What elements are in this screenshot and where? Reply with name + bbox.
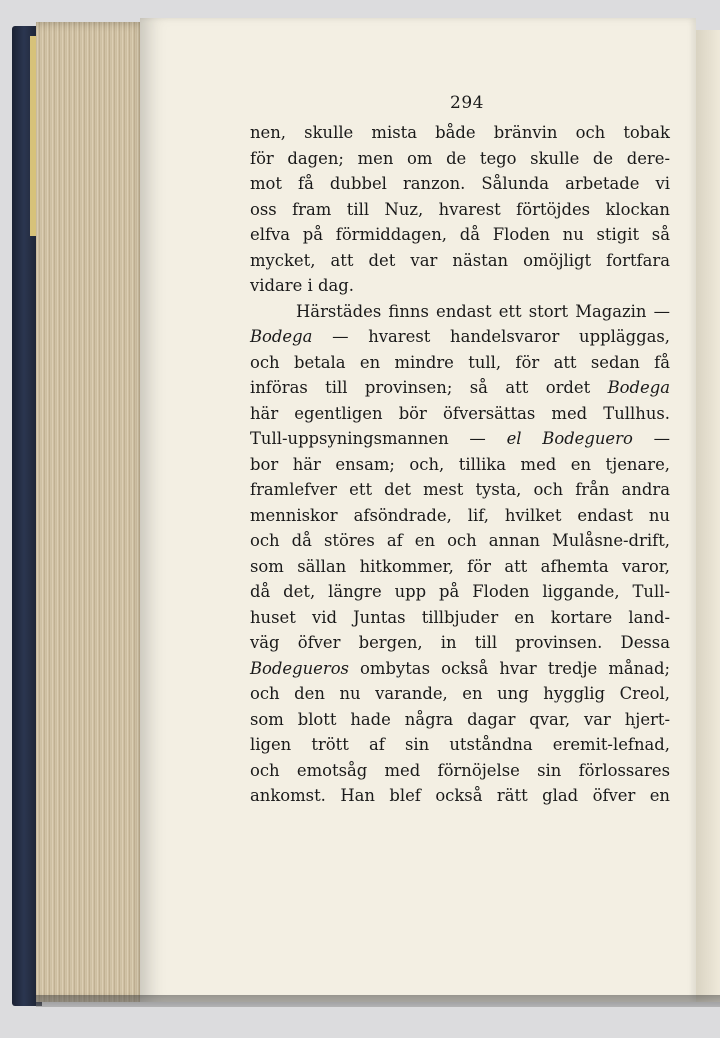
text-line: ligen trött af sin utståndna eremit-lefnad,	[250, 735, 670, 754]
page-bottom-shadow	[36, 995, 720, 1007]
text-line: och då störes af en och annan Mulåsne-drift,	[250, 531, 670, 550]
text-line: vidare i dag.	[250, 276, 354, 295]
text-line: nen, skulle mista både bränvin och tobak	[250, 123, 670, 142]
text-line: väg öfver bergen, in till provinsen. Dessa	[250, 633, 670, 652]
next-page-edge	[696, 30, 720, 1002]
text-line: och betala en mindre tull, för att sedan få	[250, 352, 670, 372]
text-line: införas till provinsen; så att ordet Bodega	[250, 378, 670, 397]
text-line: och den nu varande, en ung hygglig Creol,	[250, 684, 670, 703]
text-line: menniskor afsöndrade, lif, hvilket endast nu	[250, 505, 670, 525]
text-line: då det, längre upp på Floden liggande, Tull-	[250, 582, 670, 601]
page-edges	[36, 22, 148, 1002]
text-line: oss fram till Nuz, hvarest förtöjdes klockan	[250, 199, 670, 219]
text-line: som blott hade några dagar qvar, var hjert-	[250, 709, 670, 729]
text-line: och emotsåg med förnöjelse sin förlossares	[250, 760, 670, 780]
text-line: framlefver ett det mest tysta, och från andra	[250, 480, 670, 499]
text-line: Bodega — hvarest handelsvaror uppläggas,	[250, 327, 670, 346]
text-line: mot få dubbel ranzon. Sålunda arbetade vi	[250, 174, 670, 193]
text-line: mycket, att det var nästan omöjligt fortfara	[250, 250, 670, 270]
page-number: 294	[450, 93, 484, 113]
text-line: Bodegueros ombytas också hvar tredje månad;	[250, 658, 670, 678]
text-line: bor här ensam; och, tillika med en tjenare,	[250, 454, 670, 474]
text-line: elfva på förmiddagen, då Floden nu stigit så	[250, 225, 670, 244]
body-text	[250, 120, 670, 809]
text-line: Tull-uppsyningsmannen — el Bodeguero —	[250, 429, 670, 448]
text-line: för dagen; men om de tego skulle de dere-	[250, 148, 670, 168]
text-line: huset vid Juntas tillbjuder en kortare land-	[250, 607, 670, 627]
text-line: som sällan hitkommer, för att afhemta varor,	[250, 556, 670, 576]
text-line: ankomst. Han blef också rätt glad öfver en	[250, 786, 670, 805]
text-line: här egentligen bör öfversättas med Tullhus.	[250, 403, 670, 423]
text-line: Härstädes finns endast ett stort Magazin —	[296, 301, 670, 321]
